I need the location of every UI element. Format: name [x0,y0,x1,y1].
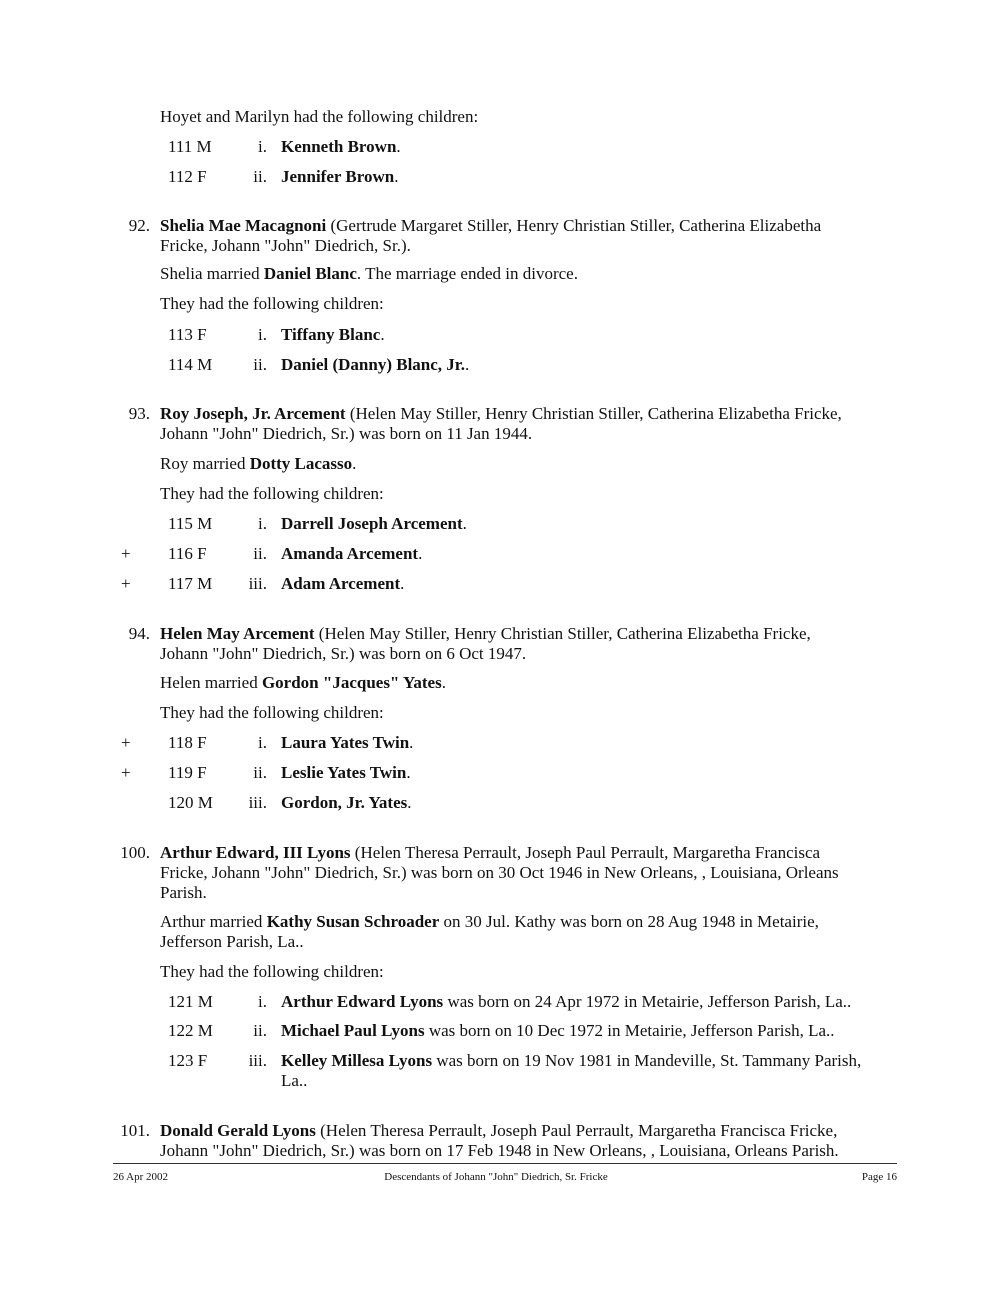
child-id: 119 F [168,763,207,782]
child-name: Leslie Yates Twin [281,763,407,782]
child-name: Arthur Edward Lyons [281,992,444,1011]
entry-heading [160,216,821,236]
lineage-text: Johann "John" Diedrich, Sr.) was born on 6 Oct 1947. [160,644,527,663]
person-name: Donald Gerald Lyons [160,1121,316,1140]
child-entry [281,574,404,594]
spouse-name: Daniel Blanc [263,264,357,283]
child-id: 111 M [168,137,212,156]
children-intro: They had the following children: [160,962,384,981]
child-id: 120 M [168,793,213,812]
lineage-text: Fricke, Johann "John" Diedrich, Sr.) was born on 30 Oct 1946 in New Orleans, , Louisiana, Orleans [160,863,839,882]
child-id: 112 F [168,167,207,186]
spouse-name: Dotty Lacasso [249,454,353,473]
child-id: 113 F [168,325,207,344]
marriage-line [160,264,578,284]
child-entry [281,325,385,345]
child-name: Kenneth Brown [281,137,397,156]
entry-heading [160,843,820,863]
child-detail: was born on 10 Dec 1972 in Metairie, Jefferson Parish, La.. [424,1021,835,1040]
child-roman: i. [258,137,267,156]
child-detail: . [465,355,470,374]
child-id: 114 M [168,355,213,374]
marriage-text: . [441,673,446,692]
child-name: Kelley Millesa Lyons [281,1051,433,1070]
child-id: 117 M [168,574,213,593]
marriage-text: Arthur married [160,912,267,931]
child-entry [281,1021,835,1041]
child-detail: . [380,325,385,344]
lineage-text: Johann "John" Diedrich, Sr.) was born on 17 Feb 1948 in New Orleans, , Louisiana, Orleans Parish. [160,1141,839,1160]
child-name: Michael Paul Lyons [281,1021,425,1040]
marriage-text: . [352,454,357,473]
child-name: Daniel (Danny) Blanc, Jr. [281,355,466,374]
person-name: Shelia Mae Macagnoni [160,216,327,235]
lineage-text: Fricke, Johann "John" Diedrich, Sr.). [160,236,411,255]
child-id: 121 M [168,992,213,1011]
child-id: 123 F [168,1051,208,1070]
spouse-name: Kathy Susan Schroader [266,912,440,931]
child-detail: . [407,793,412,812]
spouse-name: Gordon "Jacques" Yates [261,673,442,692]
child-detail: . [462,514,467,533]
child-entry [281,544,422,564]
child-name: Adam Arcement [281,574,401,593]
child-detail: . [409,733,414,752]
marriage-line [160,673,446,693]
child-roman: iii. [248,1051,267,1070]
child-detail: was born on 19 Nov 1981 in Mandeville, St. Tammany Parish, [432,1051,862,1070]
child-roman: ii. [253,763,267,782]
lineage-text: (Helen May Stiller, Henry Christian Stiller, Catherina Elizabetha Fricke, [345,404,842,423]
child-entry [281,733,413,753]
lineage-text: (Helen May Stiller, Henry Christian Stiller, Catherina Elizabetha Fricke, [314,624,811,643]
children-intro: They had the following children: [160,703,384,722]
marriage-text: Shelia married [160,264,264,283]
child-detail: La.. [281,1071,308,1090]
lineage-text: (Helen Theresa Perrault, Joseph Paul Perrault, Margaretha Francisca Fricke, [315,1121,838,1140]
child-id: 116 F [168,544,207,563]
child-roman: ii. [253,167,267,186]
children-intro: They had the following children: [160,484,384,503]
lineage-text: Johann "John" Diedrich, Sr.) was born on 11 Jan 1944. [160,424,533,443]
has-descendants-marker: + [121,544,131,563]
marriage-text: Jefferson Parish, La.. [160,932,304,951]
children-intro: They had the following children: [160,294,384,313]
has-descendants-marker: + [121,733,131,752]
child-name: Jennifer Brown [281,167,395,186]
marriage-text: on 30 Jul. Kathy was born on 28 Aug 1948 in Metairie, [439,912,819,931]
child-name: Amanda Arcement [281,544,419,563]
child-id: 115 M [168,514,213,533]
entry-heading [160,404,842,424]
entry-heading [160,1121,837,1141]
marriage-text: Helen married [160,673,262,692]
entry-number: 94. [128,624,150,643]
entry-number: 101. [120,1121,150,1140]
footer-date: 26 Apr 2002 [113,1171,168,1183]
has-descendants-marker: + [121,574,131,593]
child-detail: . [406,763,411,782]
child-roman: i. [258,733,267,752]
child-entry [281,514,467,534]
child-name: Laura Yates Twin [281,733,410,752]
marriage-text: Roy married [160,454,250,473]
lineage-text: (Helen Theresa Perrault, Joseph Paul Perrault, Margaretha Francisca [350,843,821,862]
child-detail: . [396,137,401,156]
child-entry [281,1051,861,1071]
child-id: 122 M [168,1021,213,1040]
child-roman: ii. [253,1021,267,1040]
has-descendants-marker: + [121,763,131,782]
child-entry [281,793,412,813]
child-entry [281,763,411,783]
child-roman: iii. [248,574,267,593]
footer-page-number: Page 16 [861,1171,897,1183]
marriage-line [160,454,356,474]
child-entry [281,992,851,1012]
child-name: Darrell Joseph Arcement [281,514,463,533]
child-entry [281,137,401,157]
child-detail: . [418,544,423,563]
entry-number: 92. [128,216,150,235]
child-name: Tiffany Blanc [281,325,381,344]
person-name: Arthur Edward, III Lyons [160,843,351,862]
person-name: Roy Joseph, Jr. Arcement [160,404,346,423]
child-detail: was born on 24 Apr 1972 in Metairie, Jefferson Parish, La.. [443,992,852,1011]
child-roman: iii. [248,793,267,812]
lineage-text: (Gertrude Margaret Stiller, Henry Christian Stiller, Catherina Elizabetha [326,216,822,235]
child-detail: . [400,574,405,593]
footer-divider [113,1163,897,1164]
person-name: Helen May Arcement [160,624,315,643]
child-roman: ii. [253,355,267,374]
child-roman: ii. [253,544,267,563]
child-entry [281,355,469,375]
child-roman: i. [258,325,267,344]
child-roman: i. [258,514,267,533]
entry-number: 93. [128,404,150,423]
lineage-text: Parish. [160,883,207,902]
child-id: 118 F [168,733,207,752]
child-entry [281,167,398,187]
entry-number: 100. [120,843,150,862]
child-name: Gordon, Jr. Yates [281,793,408,812]
entry-heading [160,624,811,644]
child-detail: . [394,167,399,186]
marriage-line [160,912,819,932]
children-intro: Hoyet and Marilyn had the following children: [160,107,479,126]
marriage-text: . The marriage ended in divorce. [356,264,578,283]
child-roman: i. [258,992,267,1011]
footer-title: Descendants of Johann "John" Diedrich, Sr. Fricke [384,1171,608,1183]
